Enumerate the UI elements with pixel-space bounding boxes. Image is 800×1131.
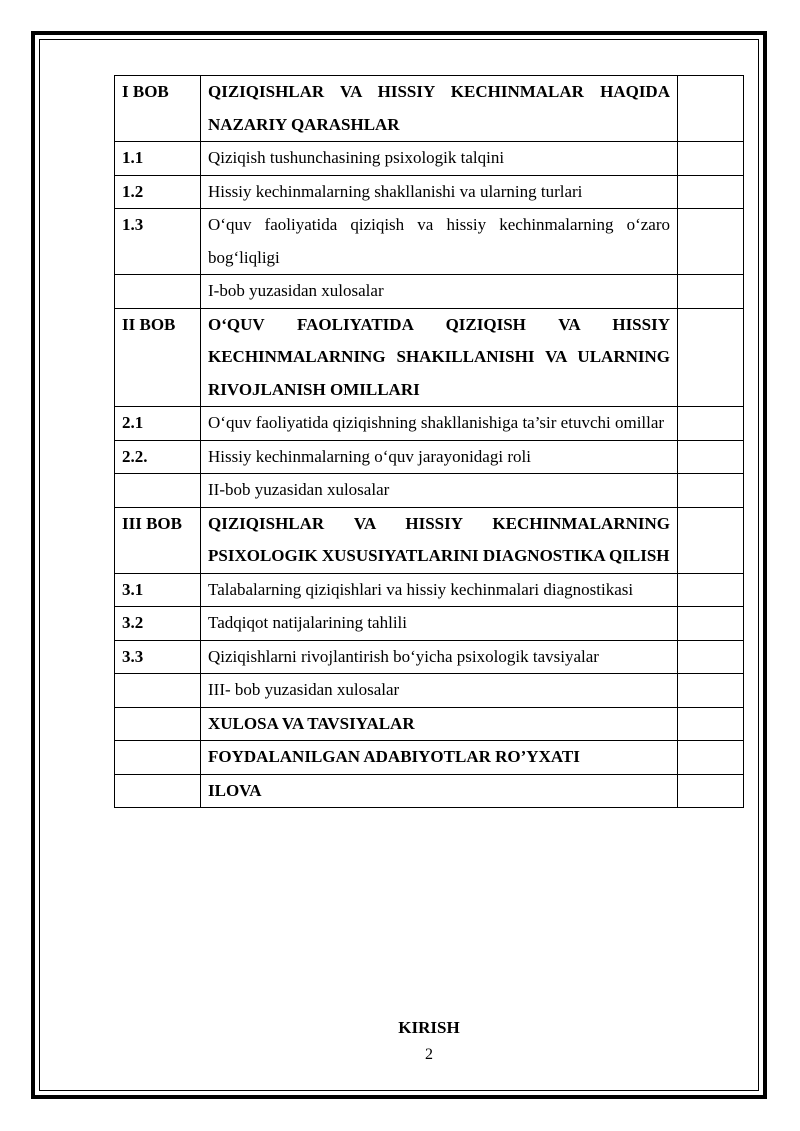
toc-row-page-cell (678, 209, 744, 275)
toc-row-number: 3.2 (115, 607, 201, 641)
toc-row-chapter-1-conclusion (115, 275, 744, 309)
toc-row-title: ILOVA (201, 774, 678, 808)
toc-row-section-3-2 (115, 607, 744, 641)
toc-row-page-cell (678, 474, 744, 508)
toc-row-title: II-bob yuzasidan xulosalar (201, 474, 678, 508)
toc-row-title: Qiziqishlarni rivojlantirish bo‘yicha psixologik tavsiyalar (201, 640, 678, 674)
toc-row-number (115, 774, 201, 808)
toc-row-title: Tadqiqot natijalarining tahlili (201, 607, 678, 641)
toc-row-title: QIZIQISHLAR VA HISSIY KECHINMALAR HAQIDA NAZARIY QARASHLAR (201, 76, 678, 142)
toc-row-number (115, 275, 201, 309)
toc-row-number (115, 474, 201, 508)
toc-row-chapter-3 (115, 507, 744, 573)
toc-body (115, 76, 744, 808)
toc-row-section-1-2 (115, 175, 744, 209)
toc-row-title: XULOSA VA TAVSIYALAR (201, 707, 678, 741)
toc-row-number: III BOB (115, 507, 201, 573)
toc-row-section-3-3 (115, 640, 744, 674)
toc-row-page-cell (678, 507, 744, 573)
toc-row-page-cell (678, 308, 744, 407)
toc-row-section-2-2 (115, 440, 744, 474)
toc-row-title: QIZIQISHLAR VA HISSIY KECHINMALARNING PSIXOLOGIK XUSUSIYATLARINI DIAGNOSTIKA QILISH (201, 507, 678, 573)
page-number: 2 (425, 1046, 433, 1063)
toc-row-number: 1.3 (115, 209, 201, 275)
toc-row-page-cell (678, 774, 744, 808)
toc-row-section-1-1 (115, 142, 744, 176)
toc-row-page-cell (678, 741, 744, 775)
toc-row-page-cell (678, 707, 744, 741)
toc-row-title: FOYDALANILGAN ADABIYOTLAR RO’YXATI (201, 741, 678, 775)
toc-row-number: 1.1 (115, 142, 201, 176)
toc-row-number: 2.1 (115, 407, 201, 441)
toc-row-chapter-3-conclusion (115, 674, 744, 708)
table-of-contents (114, 75, 744, 808)
toc-row-number: I BOB (115, 76, 201, 142)
toc-row-title: Hissiy kechinmalarning shakllanishi va ularning turlari (201, 175, 678, 209)
toc-row-page-cell (678, 275, 744, 309)
toc-row-title: O‘quv faoliyatida qiziqish va hissiy kechinmalarning o‘zaro bog‘liqligi (201, 209, 678, 275)
toc-row-number: II BOB (115, 308, 201, 407)
toc-row-title: Talabalarning qiziqishlari va hissiy kechinmalari diagnostikasi (201, 573, 678, 607)
toc-row-conclusions (115, 707, 744, 741)
toc-row-title: O‘quv faoliyatida qiziqishning shakllanishiga ta’sir etuvchi omillar (201, 407, 678, 441)
toc-row-title: O‘QUV FAOLIYATIDA QIZIQISH VA HISSIY KECHINMALARNING SHAKILLANISHI VA ULARNING RIVOJLANISH OMILLARI (201, 308, 678, 407)
toc-row-title: Qiziqish tushunchasining psixologik talqini (201, 142, 678, 176)
toc-row-chapter-2 (115, 308, 744, 407)
toc-row-page-cell (678, 573, 744, 607)
toc-row-number: 3.1 (115, 573, 201, 607)
toc-row-page-cell (678, 407, 744, 441)
toc-row-number (115, 741, 201, 775)
toc-row-number: 2.2. (115, 440, 201, 474)
toc-row-page-cell (678, 674, 744, 708)
toc-row-section-2-1 (115, 407, 744, 441)
toc-row-number: 3.3 (115, 640, 201, 674)
toc-row-appendix (115, 774, 744, 808)
toc-row-page-cell (678, 440, 744, 474)
toc-row-number (115, 707, 201, 741)
toc-row-number: 1.2 (115, 175, 201, 209)
toc-row-page-cell (678, 607, 744, 641)
toc-row-page-cell (678, 175, 744, 209)
section-heading-kirish: KIRISH (398, 1018, 460, 1037)
toc-row-page-cell (678, 76, 744, 142)
toc-row-page-cell (678, 142, 744, 176)
toc-row-page-cell (678, 640, 744, 674)
toc-row-chapter-2-conclusion (115, 474, 744, 508)
toc-row-section-1-3 (115, 209, 744, 275)
toc-row-number (115, 674, 201, 708)
toc-row-references (115, 741, 744, 775)
toc-row-title: III- bob yuzasidan xulosalar (201, 674, 678, 708)
toc-row-title: I-bob yuzasidan xulosalar (201, 275, 678, 309)
toc-row-chapter-1 (115, 76, 744, 142)
toc-row-title: Hissiy kechinmalarning o‘quv jarayonidagi roli (201, 440, 678, 474)
toc-row-section-3-1 (115, 573, 744, 607)
